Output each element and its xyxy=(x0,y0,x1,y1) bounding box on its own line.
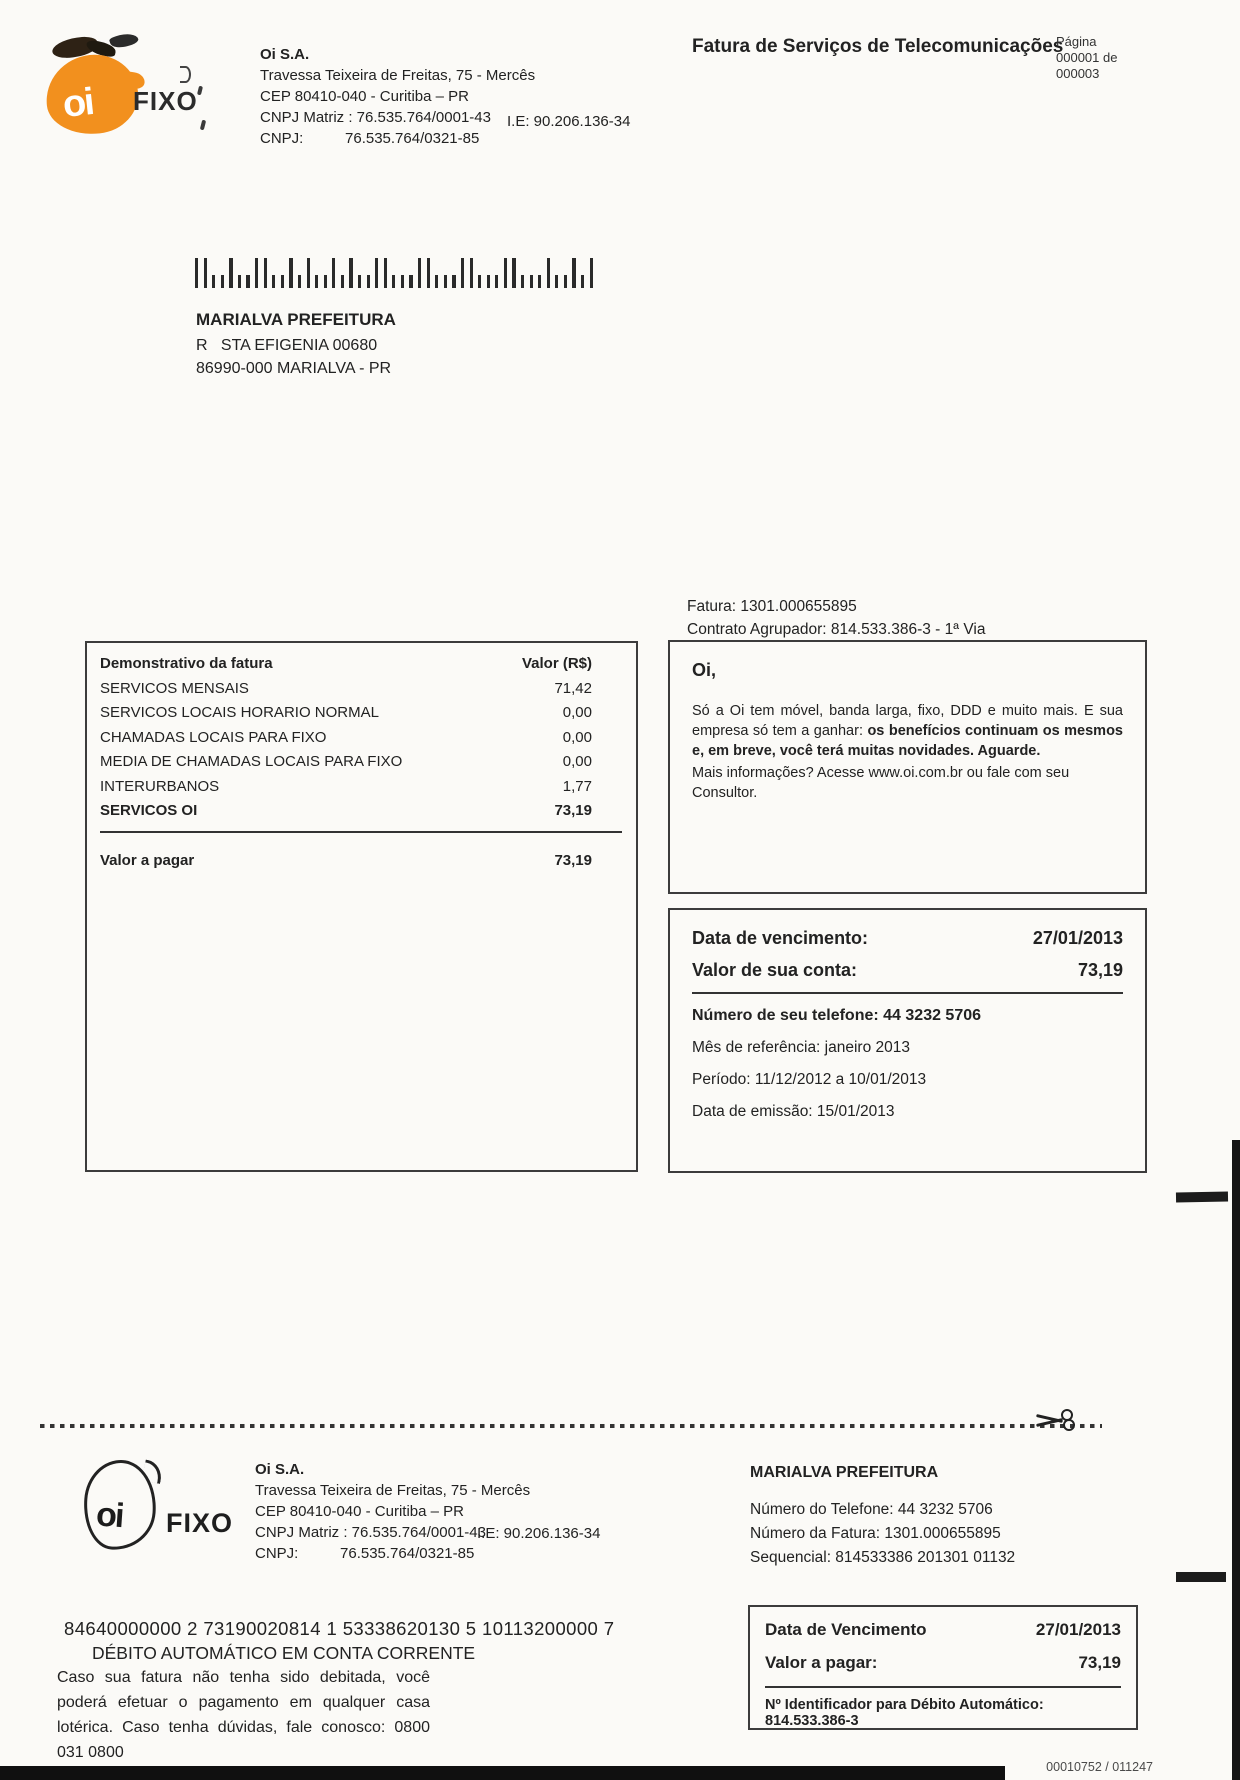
company-address-line: CEP 80410-040 - Curitiba – PR xyxy=(255,1503,465,1520)
due-date-row xyxy=(692,928,1123,949)
scissors-icon xyxy=(1036,1408,1078,1432)
company-address-line: Travessa Teixeira de Freitas, 75 - Mercês xyxy=(255,1482,531,1499)
row-label: SERVICOS OI xyxy=(100,802,198,819)
page-indicator xyxy=(1056,34,1117,82)
contract-number: Contrato Agrupador: 814.533.386-3 - 1ª Via xyxy=(687,621,986,638)
due-date-label: Data de vencimento: xyxy=(692,928,869,948)
due-summary-box xyxy=(668,908,1147,1173)
oi-logo-tail xyxy=(141,1459,164,1483)
brand-fixo-label: FIXO xyxy=(133,86,198,116)
stub-due-box xyxy=(748,1605,1138,1730)
stub-invoice-number: Número da Fatura: 1301.000655895 xyxy=(750,1525,1001,1542)
message-greeting: Oi, xyxy=(692,660,717,680)
row-value: 0,00 xyxy=(562,704,592,721)
scan-artifact-bar xyxy=(1232,1140,1240,1780)
page-total: 000003 xyxy=(1056,66,1100,81)
stub-identifier: Nº Identificador para Débito Automático: 814.533.386-3 xyxy=(765,1697,1044,1729)
postal-barcode xyxy=(195,258,598,288)
table-row xyxy=(100,729,592,754)
table-row-subtotal xyxy=(100,802,592,827)
table-row xyxy=(100,753,592,778)
stub-phone: Número do Telefone: 44 3232 5706 xyxy=(750,1501,993,1518)
digitable-line: 84640000000 2 73190020814 1 53338620130 5 10113200000 7 xyxy=(64,1618,615,1639)
oi-logo-word: oi xyxy=(60,81,95,126)
oi-logo-word: oi xyxy=(94,1495,124,1536)
row-label: MEDIA DE CHAMADAS LOCAIS PARA FIXO xyxy=(100,753,403,770)
invoice-reference xyxy=(687,595,985,641)
company-cnpj-matriz: CNPJ Matriz : 76.535.764/0001-43 xyxy=(260,109,491,126)
row-label: CHAMADAS LOCAIS PARA FIXO xyxy=(100,728,327,746)
customer-street: R STA EFIGENIA 00680 xyxy=(196,337,378,354)
table-row xyxy=(100,680,592,705)
scan-artifact-dash xyxy=(1176,1572,1226,1582)
row-value: 1,77 xyxy=(562,777,592,795)
company-name: Oi S.A. xyxy=(260,46,310,63)
stub-pay-row xyxy=(765,1653,1121,1673)
message-body-bold: os benefícios continuam os mesmos e, em breve, você terá muitas novidades. Aguarde. xyxy=(692,723,1123,759)
oi-logo-outline xyxy=(81,1458,159,1553)
amount-row xyxy=(692,960,1123,981)
company-address-line: CEP 80410-040 - Curitiba – PR xyxy=(260,88,470,105)
brand-fixo-label: FIXO xyxy=(166,1508,234,1538)
page-label: Página xyxy=(1056,34,1097,49)
company-ie: I.E: 90.206.136-34 xyxy=(477,1525,601,1542)
message-body xyxy=(692,701,1123,761)
company-cnpj-filial: CNPJ: 76.535.764/0321-85 xyxy=(260,130,480,147)
company-name: Oi S.A. xyxy=(255,1461,305,1478)
stub-due-label: Data de Vencimento xyxy=(765,1620,927,1639)
customer-city: 86990-000 MARIALVA - PR xyxy=(196,360,392,377)
table-row xyxy=(100,778,592,803)
message-info: Mais informações? Acesse www.oi.com.br ou fale com seu Consultor. xyxy=(692,765,1070,801)
debit-title: DÉBITO AUTOMÁTICO EM CONTA CORRENTE xyxy=(92,1643,476,1663)
message-body-normal: Só a Oi tem móvel, banda larga, fixo, DDD e muito mais. E sua empresa só tem a ganhar: xyxy=(692,703,1123,739)
stub-pay-label: Valor a pagar: xyxy=(765,1653,878,1672)
cut-dotted-line xyxy=(40,1424,1102,1428)
document-control-number: 00010752 / 011247 xyxy=(1046,1760,1153,1774)
stub-due-row xyxy=(765,1620,1121,1640)
stub-divider xyxy=(765,1686,1121,1688)
oi-logo xyxy=(42,50,142,138)
stub-sequential: Sequencial: 814533386 201301 01132 xyxy=(750,1549,1016,1566)
company-address-line: Travessa Teixeira de Freitas, 75 - Mercês xyxy=(260,67,536,84)
phone-number-line: Número de seu telefone: 44 3232 5706 xyxy=(692,1007,982,1024)
table-row-total xyxy=(100,852,592,877)
table-row xyxy=(100,704,592,729)
amount-value: 73,19 xyxy=(1077,960,1123,980)
table-title: Demonstrativo da fatura xyxy=(100,655,273,672)
debit-instructions: Caso sua fatura não tenha sido debitada, você poderá efetuar o pagamento em qualquer casa lotérica. Caso tenha dúvidas, fale conosco: 0800 031 0800 xyxy=(57,1669,430,1761)
row-value: 0,00 xyxy=(562,753,592,770)
emission-date-line: Data de emissão: 15/01/2013 xyxy=(692,1103,895,1120)
scan-mark xyxy=(180,66,191,83)
reference-month-line: Mês de referência: janeiro 2013 xyxy=(692,1039,910,1056)
row-label: INTERURBANOS xyxy=(100,777,220,795)
summary-divider xyxy=(692,992,1123,994)
row-value: 73,19 xyxy=(554,851,592,869)
stub-pay-value: 73,19 xyxy=(1078,1653,1121,1672)
company-info-header xyxy=(260,44,535,149)
stub-customer-name: MARIALVA PREFEITURA xyxy=(750,1464,939,1481)
company-info-stub xyxy=(255,1459,530,1564)
document-title: Fatura de Serviços de Telecomunicações xyxy=(692,36,1064,57)
scan-mark xyxy=(197,86,203,96)
table-separator xyxy=(100,831,622,833)
scan-artifact-dash xyxy=(1176,1192,1228,1203)
company-ie: I.E: 90.206.136-34 xyxy=(507,113,631,130)
message-box xyxy=(668,640,1147,894)
customer-name: MARIALVA PREFEITURA xyxy=(196,310,396,329)
page-number: 000001 de xyxy=(1056,50,1118,65)
due-date-value: 27/01/2013 xyxy=(1032,928,1123,948)
row-label: Valor a pagar xyxy=(100,851,195,869)
amount-label: Valor de sua conta: xyxy=(692,960,858,980)
table-header-row xyxy=(100,655,592,680)
invoice-number: Fatura: 1301.000655895 xyxy=(687,598,857,615)
invoice-summary-box xyxy=(85,641,638,1172)
row-label: SERVICOS MENSAIS xyxy=(100,679,249,697)
company-cnpj-matriz: CNPJ Matriz : 76.535.764/0001-43 xyxy=(255,1524,486,1541)
table-value-header: Valor (R$) xyxy=(521,655,592,672)
scan-mark xyxy=(200,120,206,131)
scan-artifact-bottom-bar xyxy=(0,1766,1005,1780)
period-line: Período: 11/12/2012 a 10/01/2013 xyxy=(692,1071,927,1088)
stub-due-value: 27/01/2013 xyxy=(1035,1620,1121,1639)
row-value: 71,42 xyxy=(554,679,592,697)
row-value: 0,00 xyxy=(562,728,592,746)
row-label: SERVICOS LOCAIS HORARIO NORMAL xyxy=(100,704,379,721)
row-value: 73,19 xyxy=(554,802,592,819)
company-cnpj-filial: CNPJ: 76.535.764/0321-85 xyxy=(255,1545,475,1562)
